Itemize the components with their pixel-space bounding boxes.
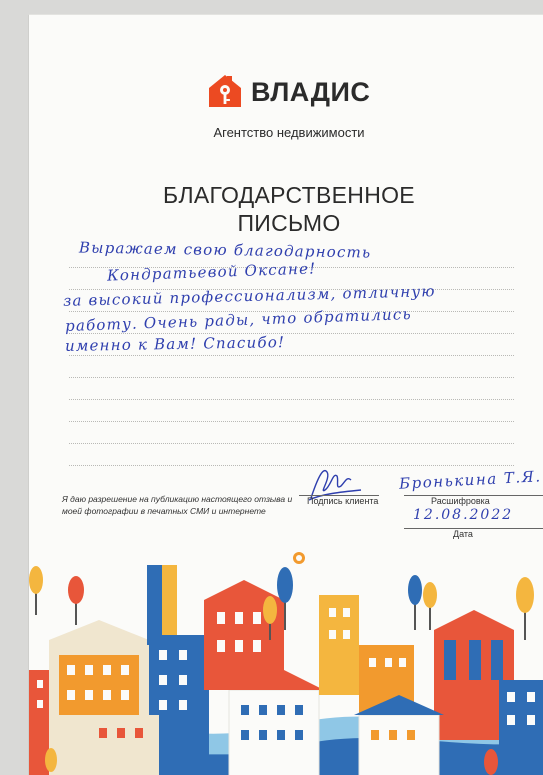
title-line-2: ПИСЬМО: [237, 210, 341, 236]
consent-text: Я даю разрешение на публикацию настоящего отзыва и моей фотографии в печатных СМИ и интернете: [62, 494, 293, 516]
brand-logo: [207, 73, 407, 113]
handwritten-name: Бронькина Т.Я.: [398, 467, 542, 493]
handwritten-date: 12.08.2022: [413, 507, 514, 523]
name-caption: Расшифровка: [431, 496, 490, 506]
handwritten-line-4: работу. Очень рады, что обратились: [64, 304, 413, 336]
ruled-line: [69, 443, 514, 444]
date-caption: Дата: [453, 529, 473, 539]
letter-sheet: [28, 14, 543, 775]
signature-caption: Подпись клиента: [307, 496, 379, 506]
letter-title: [29, 181, 543, 237]
handwritten-line-1: Выражаем свою благодарность: [78, 238, 372, 262]
brand-tagline: Агентство недвижимости: [213, 125, 365, 140]
handwritten-line-2: Кондратьевой Оксане!: [106, 259, 317, 285]
ruled-line: [69, 377, 514, 378]
brand-name: ВЛАДИС: [251, 77, 371, 107]
date-rule: [404, 528, 543, 529]
house-key-icon: [207, 73, 243, 109]
title-line-1: БЛАГОДАРСТВЕННОЕ: [163, 182, 415, 208]
handwritten-line-5: именно к Вам! Спасибо!: [64, 333, 286, 355]
handwritten-line-3: за высокий профессионализм, отличную: [62, 282, 436, 310]
ruled-line: [69, 421, 514, 422]
city-illustration: [29, 540, 543, 775]
ruled-line: [69, 355, 514, 356]
ruled-line: [69, 399, 514, 400]
ruled-line: [69, 465, 514, 466]
ruled-line: [69, 333, 514, 334]
